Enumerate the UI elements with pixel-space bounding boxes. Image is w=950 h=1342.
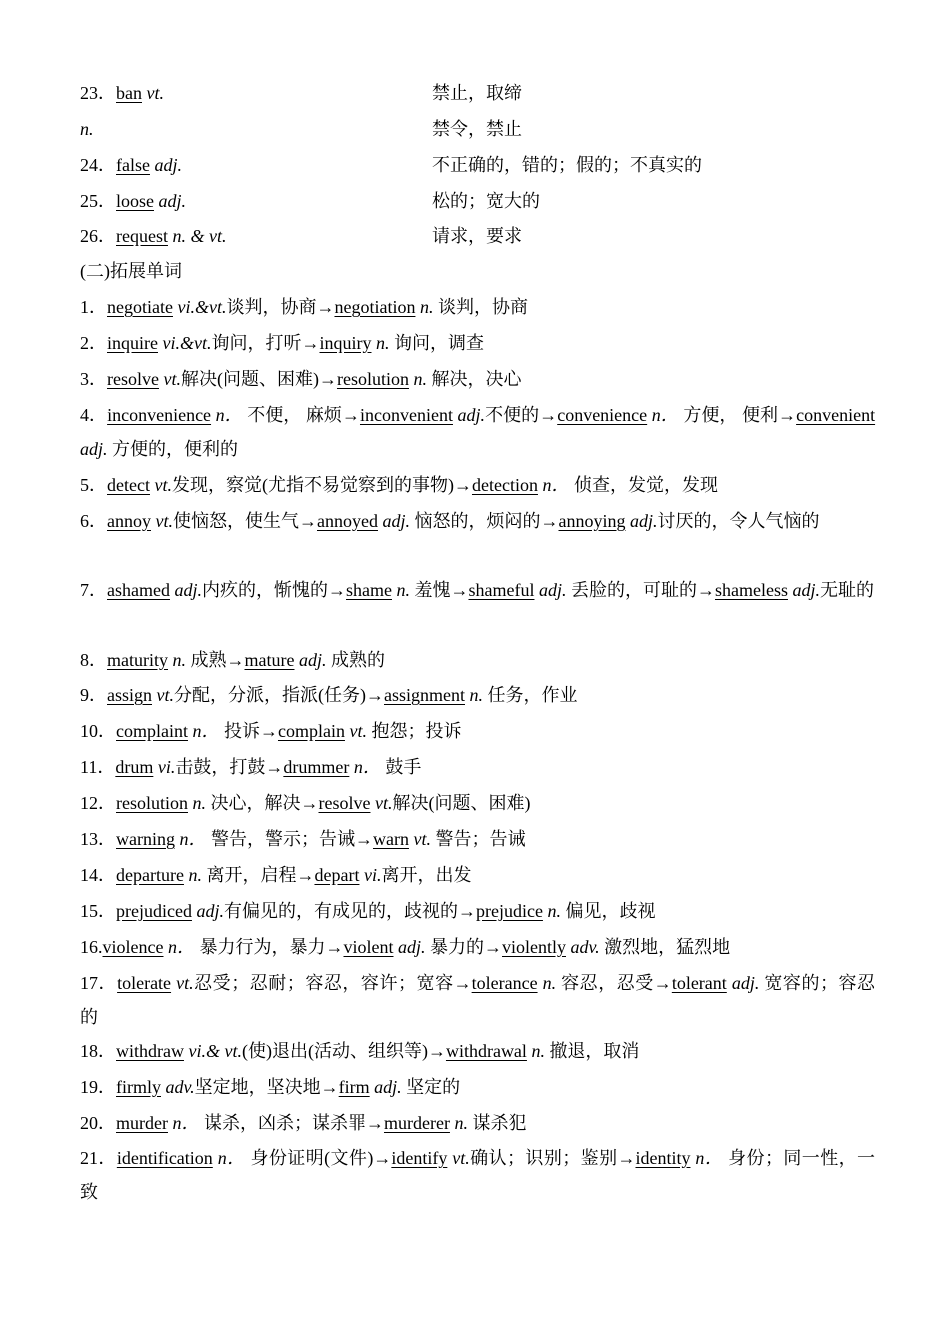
definition-text: 身份证明(文件)→ <box>245 1148 392 1168</box>
part-of-speech: n. <box>547 901 561 921</box>
part-of-speech: adj. <box>792 580 820 600</box>
definition-text: 离开，启程→ <box>201 865 315 885</box>
english-word: identification <box>116 1148 213 1168</box>
item-number: 20． <box>80 1113 116 1133</box>
definition-text: 警告；告诫 <box>430 829 526 849</box>
vocab-entry <box>80 966 875 1034</box>
english-word: annoy <box>107 511 151 531</box>
english-word: identify <box>391 1148 448 1168</box>
part-of-speech: vt. <box>374 793 393 813</box>
part-of-speech: vt. <box>163 369 181 389</box>
definition-text: 坚定地，坚决地→ <box>194 1077 339 1097</box>
vocab-entry <box>80 1070 875 1104</box>
vocab-entry <box>80 930 875 964</box>
definition-text: 无耻的 <box>819 580 874 600</box>
vocab-entry <box>80 678 875 712</box>
vocab-entry <box>80 714 875 748</box>
part-of-speech: adj. <box>374 1077 402 1097</box>
part-of-speech: n． <box>542 475 570 495</box>
part-of-speech: vi.&vt. <box>162 333 212 353</box>
english-word: withdrawal <box>445 1041 527 1061</box>
item-number: 6． <box>80 511 107 531</box>
english-word: shameful <box>468 580 535 600</box>
item-number: 2． <box>80 333 107 353</box>
english-word: inconvenience <box>107 405 212 425</box>
part-of-speech: adv. <box>570 937 600 957</box>
part-of-speech: n. & vt. <box>172 226 227 246</box>
english-word: drum <box>115 757 154 777</box>
item-number: 4． <box>80 405 108 425</box>
definition-text: 发现，察觉(尤指不易觉察到的事物)→ <box>171 475 472 495</box>
part-of-speech: n． <box>172 1113 200 1133</box>
english-word: detect <box>107 475 150 495</box>
english-word: warning <box>116 829 175 849</box>
part-of-speech: n. <box>454 1113 468 1133</box>
english-word: ashamed <box>107 580 170 600</box>
part-of-speech: adj. <box>382 511 410 531</box>
item-number: 19． <box>80 1077 116 1097</box>
english-word: prejudice <box>475 901 543 921</box>
english-word: mature <box>244 650 295 670</box>
part-of-speech: adj. <box>158 191 187 211</box>
part-of-speech: n． <box>167 937 195 957</box>
vocab-entry <box>80 786 875 820</box>
definition-text: 不便， 麻烦→ <box>242 405 360 425</box>
definition-text: 方便， 便利→ <box>678 405 797 425</box>
vocab-entry <box>80 858 875 892</box>
english-word: false <box>116 155 150 175</box>
item-number: 5． <box>80 475 107 495</box>
definition-text: 成熟→ <box>186 650 245 670</box>
part-of-speech: adj. <box>298 650 327 670</box>
definition-text: 内疚的，惭愧的→ <box>202 580 346 600</box>
vocab-entry <box>80 290 875 324</box>
chinese-meaning: 松的；宽大的 <box>432 191 540 211</box>
part-of-speech: n. <box>542 973 557 993</box>
english-word: prejudiced <box>116 901 192 921</box>
item-number: 24． <box>80 155 116 175</box>
item-number: 12． <box>80 793 116 813</box>
part-of-speech: n. <box>172 650 186 670</box>
english-word: violent <box>343 937 394 957</box>
english-word: shameless <box>714 580 788 600</box>
english-word: depart <box>314 865 360 885</box>
chinese-meaning: 不正确的，错的；假的；不真实的 <box>432 155 702 175</box>
part-of-speech: n. <box>80 119 94 139</box>
vocab-entry <box>80 362 875 396</box>
definition-text: 讨厌的，令人气恼的 <box>657 511 820 531</box>
part-of-speech: vi.& vt. <box>188 1041 242 1061</box>
definition-text: 分配，分派，指派(任务)→ <box>174 685 384 705</box>
english-word: assign <box>107 685 152 705</box>
basic-word-left <box>80 79 164 107</box>
vocab-entry <box>80 822 875 856</box>
definition-text: 忍受；忍耐；容忍，容许；宽容→ <box>193 973 472 993</box>
english-word: violence <box>102 937 164 957</box>
english-word: resolution <box>336 369 409 389</box>
english-word: violently <box>502 937 566 957</box>
english-word: convenience <box>557 405 648 425</box>
basic-word-left <box>80 151 182 179</box>
definition-text: 询问，打听→ <box>211 333 320 353</box>
english-word: withdraw <box>116 1041 184 1061</box>
item-number: 9． <box>80 685 107 705</box>
vocab-entry <box>80 750 875 784</box>
part-of-speech: vt. <box>155 511 173 531</box>
definition-text: 成熟的 <box>326 650 385 670</box>
english-word: tolerance <box>471 973 538 993</box>
chinese-meaning: 禁令，禁止 <box>432 119 522 139</box>
basic-word-row <box>80 222 880 250</box>
part-of-speech: adj. <box>80 439 108 459</box>
part-of-speech: n． <box>192 721 220 741</box>
basic-word-left <box>80 187 186 215</box>
item-number: 13． <box>80 829 116 849</box>
english-word: resolve <box>107 369 159 389</box>
definition-text: 解决，决心 <box>426 369 522 389</box>
item-number: 23． <box>80 83 116 103</box>
part-of-speech: vt. <box>154 475 172 495</box>
definition-text: 宽容的；容忍的 <box>80 973 876 1027</box>
english-word: firm <box>338 1077 370 1097</box>
definition-text: 方便的，便利的 <box>107 439 239 459</box>
part-of-speech: n. <box>469 685 483 705</box>
definition-text: 鼓手 <box>380 757 422 777</box>
english-word: inquiry <box>319 333 372 353</box>
item-number: 7． <box>80 580 107 600</box>
definition-text: 有偏见的，有成见的，歧视的→ <box>223 901 476 921</box>
vocab-entry <box>80 1141 875 1209</box>
definition-text: 恼怒的，烦闷的→ <box>410 511 559 531</box>
vocab-entry <box>80 504 875 538</box>
english-word: negotiation <box>334 297 416 317</box>
part-of-speech: adj. <box>538 580 567 600</box>
definition-text: 离开，出发 <box>381 865 472 885</box>
part-of-speech: vt. <box>349 721 367 741</box>
definition-text: 羞愧→ <box>409 580 469 600</box>
english-word: inconvenient <box>359 405 453 425</box>
english-word: convenient <box>796 405 876 425</box>
part-of-speech: vi.&vt. <box>177 297 227 317</box>
definition-text: 击鼓，打鼓→ <box>175 757 284 777</box>
definition-text: 使恼怒，使生气→ <box>173 511 317 531</box>
vocab-entry <box>80 573 875 607</box>
definition-text: 谈判，协商→ <box>226 297 335 317</box>
english-word: assignment <box>384 685 465 705</box>
section-heading: (二)拓展单词 <box>80 261 182 281</box>
item-number: 21． <box>80 1148 117 1168</box>
definition-text: (使)退出(活动、组织等)→ <box>241 1041 446 1061</box>
english-word: drummer <box>283 757 350 777</box>
item-number: 15． <box>80 901 116 921</box>
part-of-speech: n． <box>695 1148 724 1168</box>
definition-text: 坚定的 <box>401 1077 461 1097</box>
item-number: 17． <box>80 973 118 993</box>
english-word: annoyed <box>317 511 378 531</box>
basic-word-row <box>80 115 880 143</box>
english-word: complain <box>277 721 345 741</box>
english-word: maturity <box>107 650 168 670</box>
part-of-speech: adj. <box>397 937 426 957</box>
basic-word-left <box>80 115 94 143</box>
part-of-speech: vt. <box>452 1148 470 1168</box>
definition-text: 偏见，歧视 <box>560 901 656 921</box>
vocab-entry <box>80 398 875 466</box>
part-of-speech: vt. <box>146 83 164 103</box>
english-word: tolerant <box>671 973 727 993</box>
english-word: complaint <box>116 721 188 741</box>
item-number: 14． <box>80 865 116 885</box>
definition-text: 丢脸的，可耻的→ <box>566 580 715 600</box>
part-of-speech: vt. <box>176 973 194 993</box>
vocab-entry <box>80 468 875 502</box>
part-of-speech: adj. <box>630 511 658 531</box>
vocab-entry <box>80 1034 875 1068</box>
english-word: murder <box>116 1113 168 1133</box>
part-of-speech: n. <box>192 793 206 813</box>
vocab-entry <box>80 326 875 360</box>
definition-text: 任务，作业 <box>483 685 578 705</box>
item-number: 26． <box>80 226 116 246</box>
definition-text: 警告，警示；告诫→ <box>206 829 373 849</box>
definition-text: 暴力行为，暴力→ <box>194 937 344 957</box>
definition-text: 侦查，发觉，发现 <box>569 475 718 495</box>
english-word: negotiate <box>107 297 173 317</box>
item-number: 16. <box>80 937 103 957</box>
definition-text: 询问，调查 <box>389 333 484 353</box>
part-of-speech: vi. <box>363 865 382 885</box>
part-of-speech: n． <box>217 1148 246 1168</box>
part-of-speech: adj. <box>196 901 224 921</box>
part-of-speech: adj. <box>457 405 486 425</box>
part-of-speech: n. <box>531 1041 545 1061</box>
definition-text: 不便的→ <box>485 405 558 425</box>
english-word: resolution <box>116 793 188 813</box>
english-word: detection <box>471 475 538 495</box>
item-number: 3． <box>80 369 107 389</box>
definition-text: 谈判，协商 <box>433 297 528 317</box>
english-word: request <box>116 226 168 246</box>
english-word: annoying <box>558 511 626 531</box>
vocab-entry <box>80 1106 875 1140</box>
basic-word-left <box>80 222 226 250</box>
part-of-speech: adv. <box>165 1077 195 1097</box>
english-word: identity <box>635 1148 691 1168</box>
part-of-speech: vt. <box>156 685 174 705</box>
part-of-speech: adj. <box>731 973 760 993</box>
definition-text: 激烈地，猛烈地 <box>599 937 731 957</box>
definition-text: 决心，解决→ <box>206 793 319 813</box>
item-number: 11． <box>80 757 116 777</box>
vocab-entry <box>80 894 875 928</box>
definition-text: 投诉→ <box>219 721 278 741</box>
part-of-speech: adj. <box>174 580 202 600</box>
part-of-speech: n. <box>396 580 410 600</box>
item-number: 8． <box>80 650 107 670</box>
definition-text: 抱怨；投诉 <box>366 721 462 741</box>
part-of-speech: n. <box>375 333 390 353</box>
part-of-speech: n． <box>353 757 381 777</box>
definition-text: 暴力的→ <box>425 937 502 957</box>
definition-text: 确认；识别；鉴别→ <box>469 1148 636 1168</box>
basic-word-row <box>80 79 880 107</box>
english-word: tolerate <box>117 973 172 993</box>
english-word: warn <box>372 829 409 849</box>
part-of-speech: n. <box>413 369 427 389</box>
definition-text: 谋杀犯 <box>467 1113 527 1133</box>
vocab-entry <box>80 643 875 677</box>
english-word: resolve <box>318 793 371 813</box>
part-of-speech: n. <box>188 865 202 885</box>
definition-text: 撤退，取消 <box>544 1041 640 1061</box>
item-number: 25． <box>80 191 116 211</box>
definition-text: 解决(问题、困难)→ <box>180 369 337 389</box>
english-word: departure <box>116 865 184 885</box>
definition-text: 谋杀，凶杀；谋杀罪→ <box>199 1113 384 1133</box>
definition-text: 容忍，忍受→ <box>556 973 672 993</box>
item-number: 10． <box>80 721 116 741</box>
definition-text: 身份；同一性，一致 <box>80 1148 876 1202</box>
english-word: firmly <box>116 1077 161 1097</box>
english-word: loose <box>116 191 154 211</box>
basic-word-row <box>80 187 880 215</box>
part-of-speech: n. <box>419 297 434 317</box>
english-word: ban <box>116 83 142 103</box>
english-word: murderer <box>383 1113 450 1133</box>
item-number: 18． <box>80 1041 116 1061</box>
chinese-meaning: 请求，要求 <box>432 226 522 246</box>
part-of-speech: vt. <box>413 829 431 849</box>
item-number: 1． <box>80 297 107 317</box>
basic-word-row <box>80 151 880 179</box>
chinese-meaning: 禁止，取缔 <box>432 83 522 103</box>
part-of-speech: adj. <box>154 155 182 175</box>
english-word: shame <box>346 580 392 600</box>
part-of-speech: n． <box>179 829 207 849</box>
english-word: inquire <box>107 333 158 353</box>
part-of-speech: vi. <box>157 757 176 777</box>
part-of-speech: n． <box>215 405 243 425</box>
definition-text: 解决(问题、困难) <box>392 793 531 813</box>
part-of-speech: n． <box>651 405 679 425</box>
